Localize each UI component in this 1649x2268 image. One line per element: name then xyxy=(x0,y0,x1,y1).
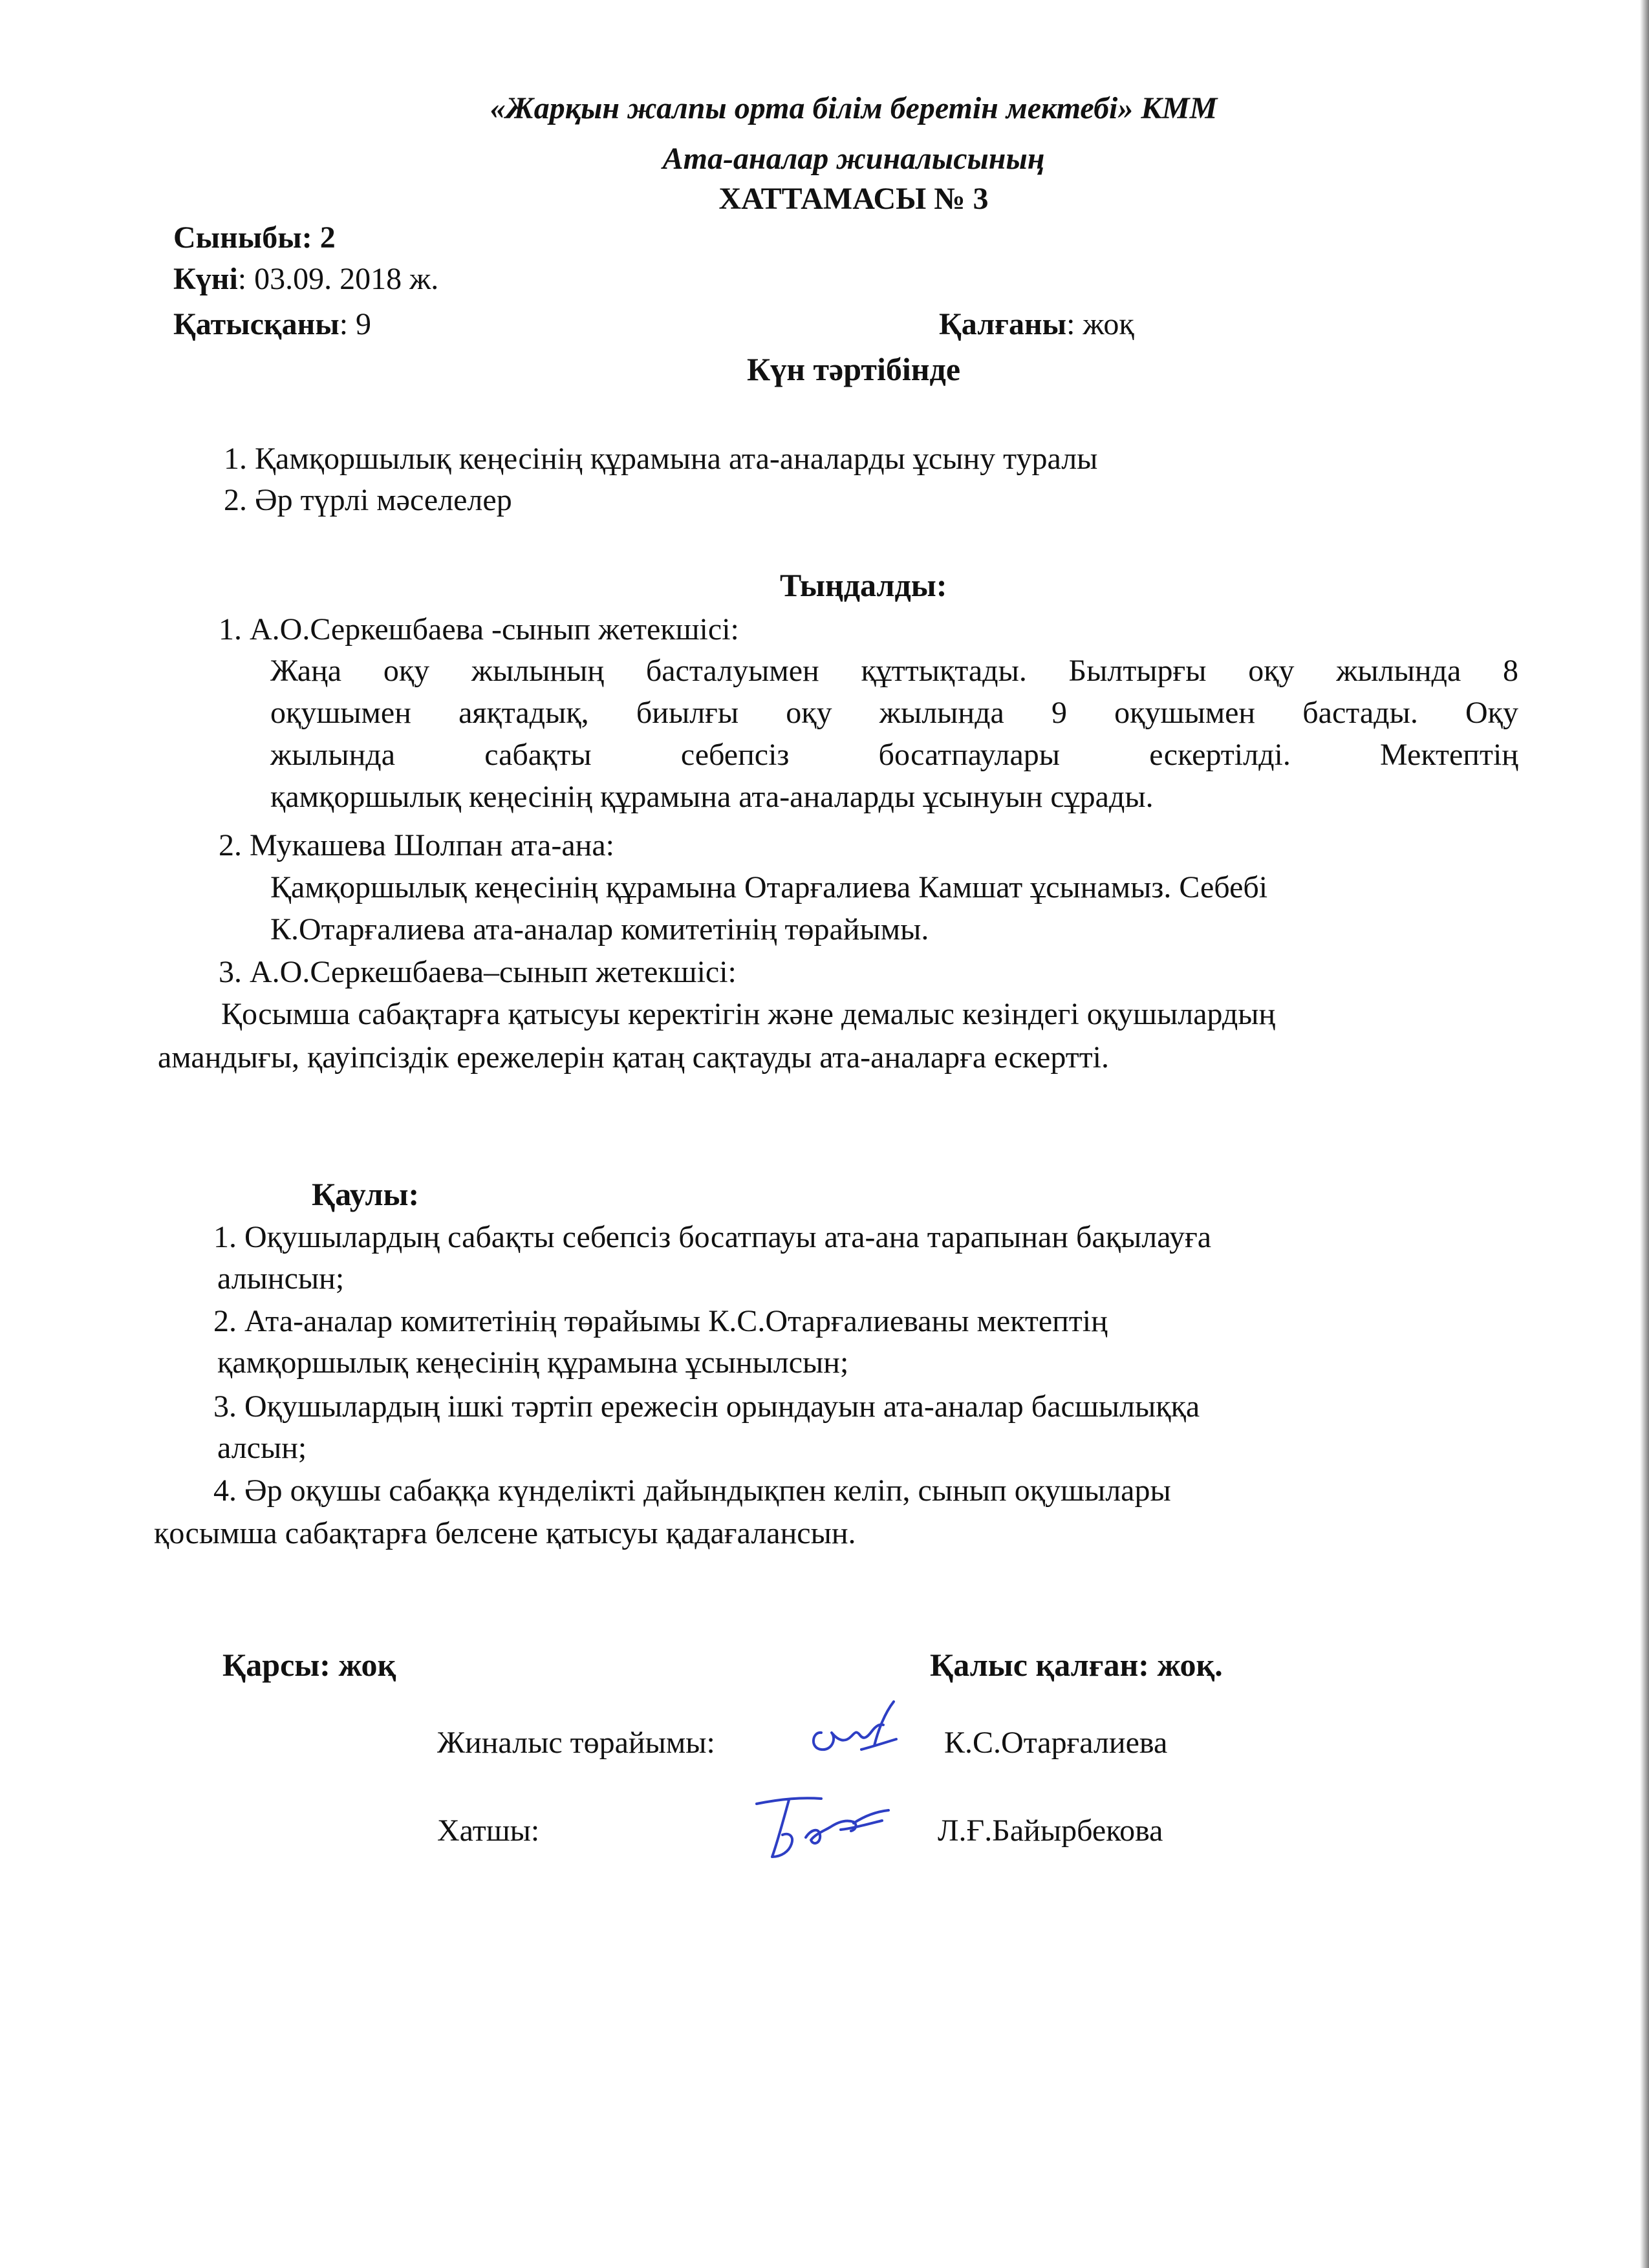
speaker-text-line: Жаңа оқу жылының басталуымен құттықтады. Былтырғы оқу жылында 8 xyxy=(270,654,1518,688)
chair-label: Жиналыс төрайымы: xyxy=(437,1726,715,1760)
agenda-heading: Күн тәртібінде xyxy=(746,351,961,387)
speaker-text-line: жылында сабақты себепсіз босатпаулары ескертілді. Мектептің xyxy=(270,738,1518,772)
speaker-text-line: оқушымен аяқтадық, биылғы оқу жылында 9 оқушымен бастады. Оқу xyxy=(270,696,1518,730)
speaker-text-line: К.Отарғалиева ата-аналар комитетінің төрайымы. xyxy=(270,912,929,947)
date-field xyxy=(173,261,438,297)
resolution-line: қамқоршылық кеңесінің құрамына ұсынылсын; xyxy=(217,1345,849,1380)
speaker-text-line: қамқоршылық кеңесінің құрамына ата-аналарды ұсынуын сұрады. xyxy=(270,780,1154,814)
scan-edge xyxy=(1640,0,1649,2268)
secretary-name: Л.Ғ.Байырбекова xyxy=(938,1813,1163,1848)
secretary-signature xyxy=(744,1784,912,1868)
date-label: Күні xyxy=(173,262,238,296)
resolution-line: алынсын; xyxy=(217,1261,345,1296)
attended-field xyxy=(173,306,371,342)
attended-label: Қатысқаны xyxy=(173,307,339,341)
agenda-item: 1. Қамқоршылық кеңесінің құрамына ата-аналарды ұсыну туралы xyxy=(224,442,1098,476)
resolution-line: қосымша сабақтарға белсене қатысуы қадағалансын. xyxy=(154,1516,856,1550)
speaker-title: 1. А.О.Серкешбаева -сынып жетекшісі: xyxy=(219,612,739,647)
school-name: «Жарқын жалпы орта білім беретін мектебі» КММ xyxy=(490,91,1218,125)
chair-signature xyxy=(799,1694,916,1771)
chair-name: К.С.Отарғалиева xyxy=(944,1726,1168,1760)
absent-value: : жоқ xyxy=(1066,307,1134,341)
resolution-heading: Қаулы: xyxy=(312,1176,420,1212)
resolution-line: алсын; xyxy=(217,1431,307,1465)
speaker-text-line: Қосымша сабақтарға қатысуы керектігін және демалыс кезіндегі оқушылардың xyxy=(221,997,1276,1031)
speaker-text-line: амандығы, қауіпсіздік ережелерін қатаң сақтауды ата-аналарға ескертті. xyxy=(158,1040,1110,1075)
date-value: : 03.09. 2018 ж. xyxy=(237,262,439,296)
speaker-text-line: Қамқоршылық кеңесінің құрамына Отарғалиева Камшат ұсынамыз. Себебі xyxy=(270,870,1268,904)
heard-heading: Тыңдалды: xyxy=(780,567,947,603)
resolution-line: 4. Әр оқушы сабаққа күнделікті дайындықпен келіп, сынып оқушылары xyxy=(213,1473,1171,1508)
speaker-title: 3. А.О.Серкешбаева–сынып жетекшісі: xyxy=(219,955,737,989)
absent-label: Қалғаны xyxy=(939,307,1067,341)
speaker-title: 2. Мукашева Шолпан ата-ана: xyxy=(219,828,614,862)
meeting-title: Ата-аналар жиналысының xyxy=(662,142,1045,176)
absent-field xyxy=(939,306,1134,342)
protocol-number: ХАТТАМАСЫ № 3 xyxy=(718,182,989,216)
resolution-line: 3. Оқушылардың ішкі тәртіп ережесін орындауын ата-аналар басшылыққа xyxy=(213,1389,1200,1424)
vote-abstained: Қалыс қалған: жоқ. xyxy=(930,1647,1223,1683)
resolution-line: 2. Ата-аналар комитетінің төрайымы К.С.Отарғалиеваны мектептің xyxy=(213,1304,1108,1338)
secretary-label: Хатшы: xyxy=(437,1813,540,1848)
resolution-line: 1. Оқушылардың сабақты себепсіз босатпауы ата-ана тарапынан бақылауға xyxy=(213,1220,1212,1254)
agenda-item: 2. Әр түрлі мәселелер xyxy=(224,483,512,517)
vote-against: Қарсы: жоқ xyxy=(222,1647,396,1683)
class-field: Сыныбы: 2 xyxy=(173,220,336,255)
attended-value: : 9 xyxy=(339,307,372,341)
